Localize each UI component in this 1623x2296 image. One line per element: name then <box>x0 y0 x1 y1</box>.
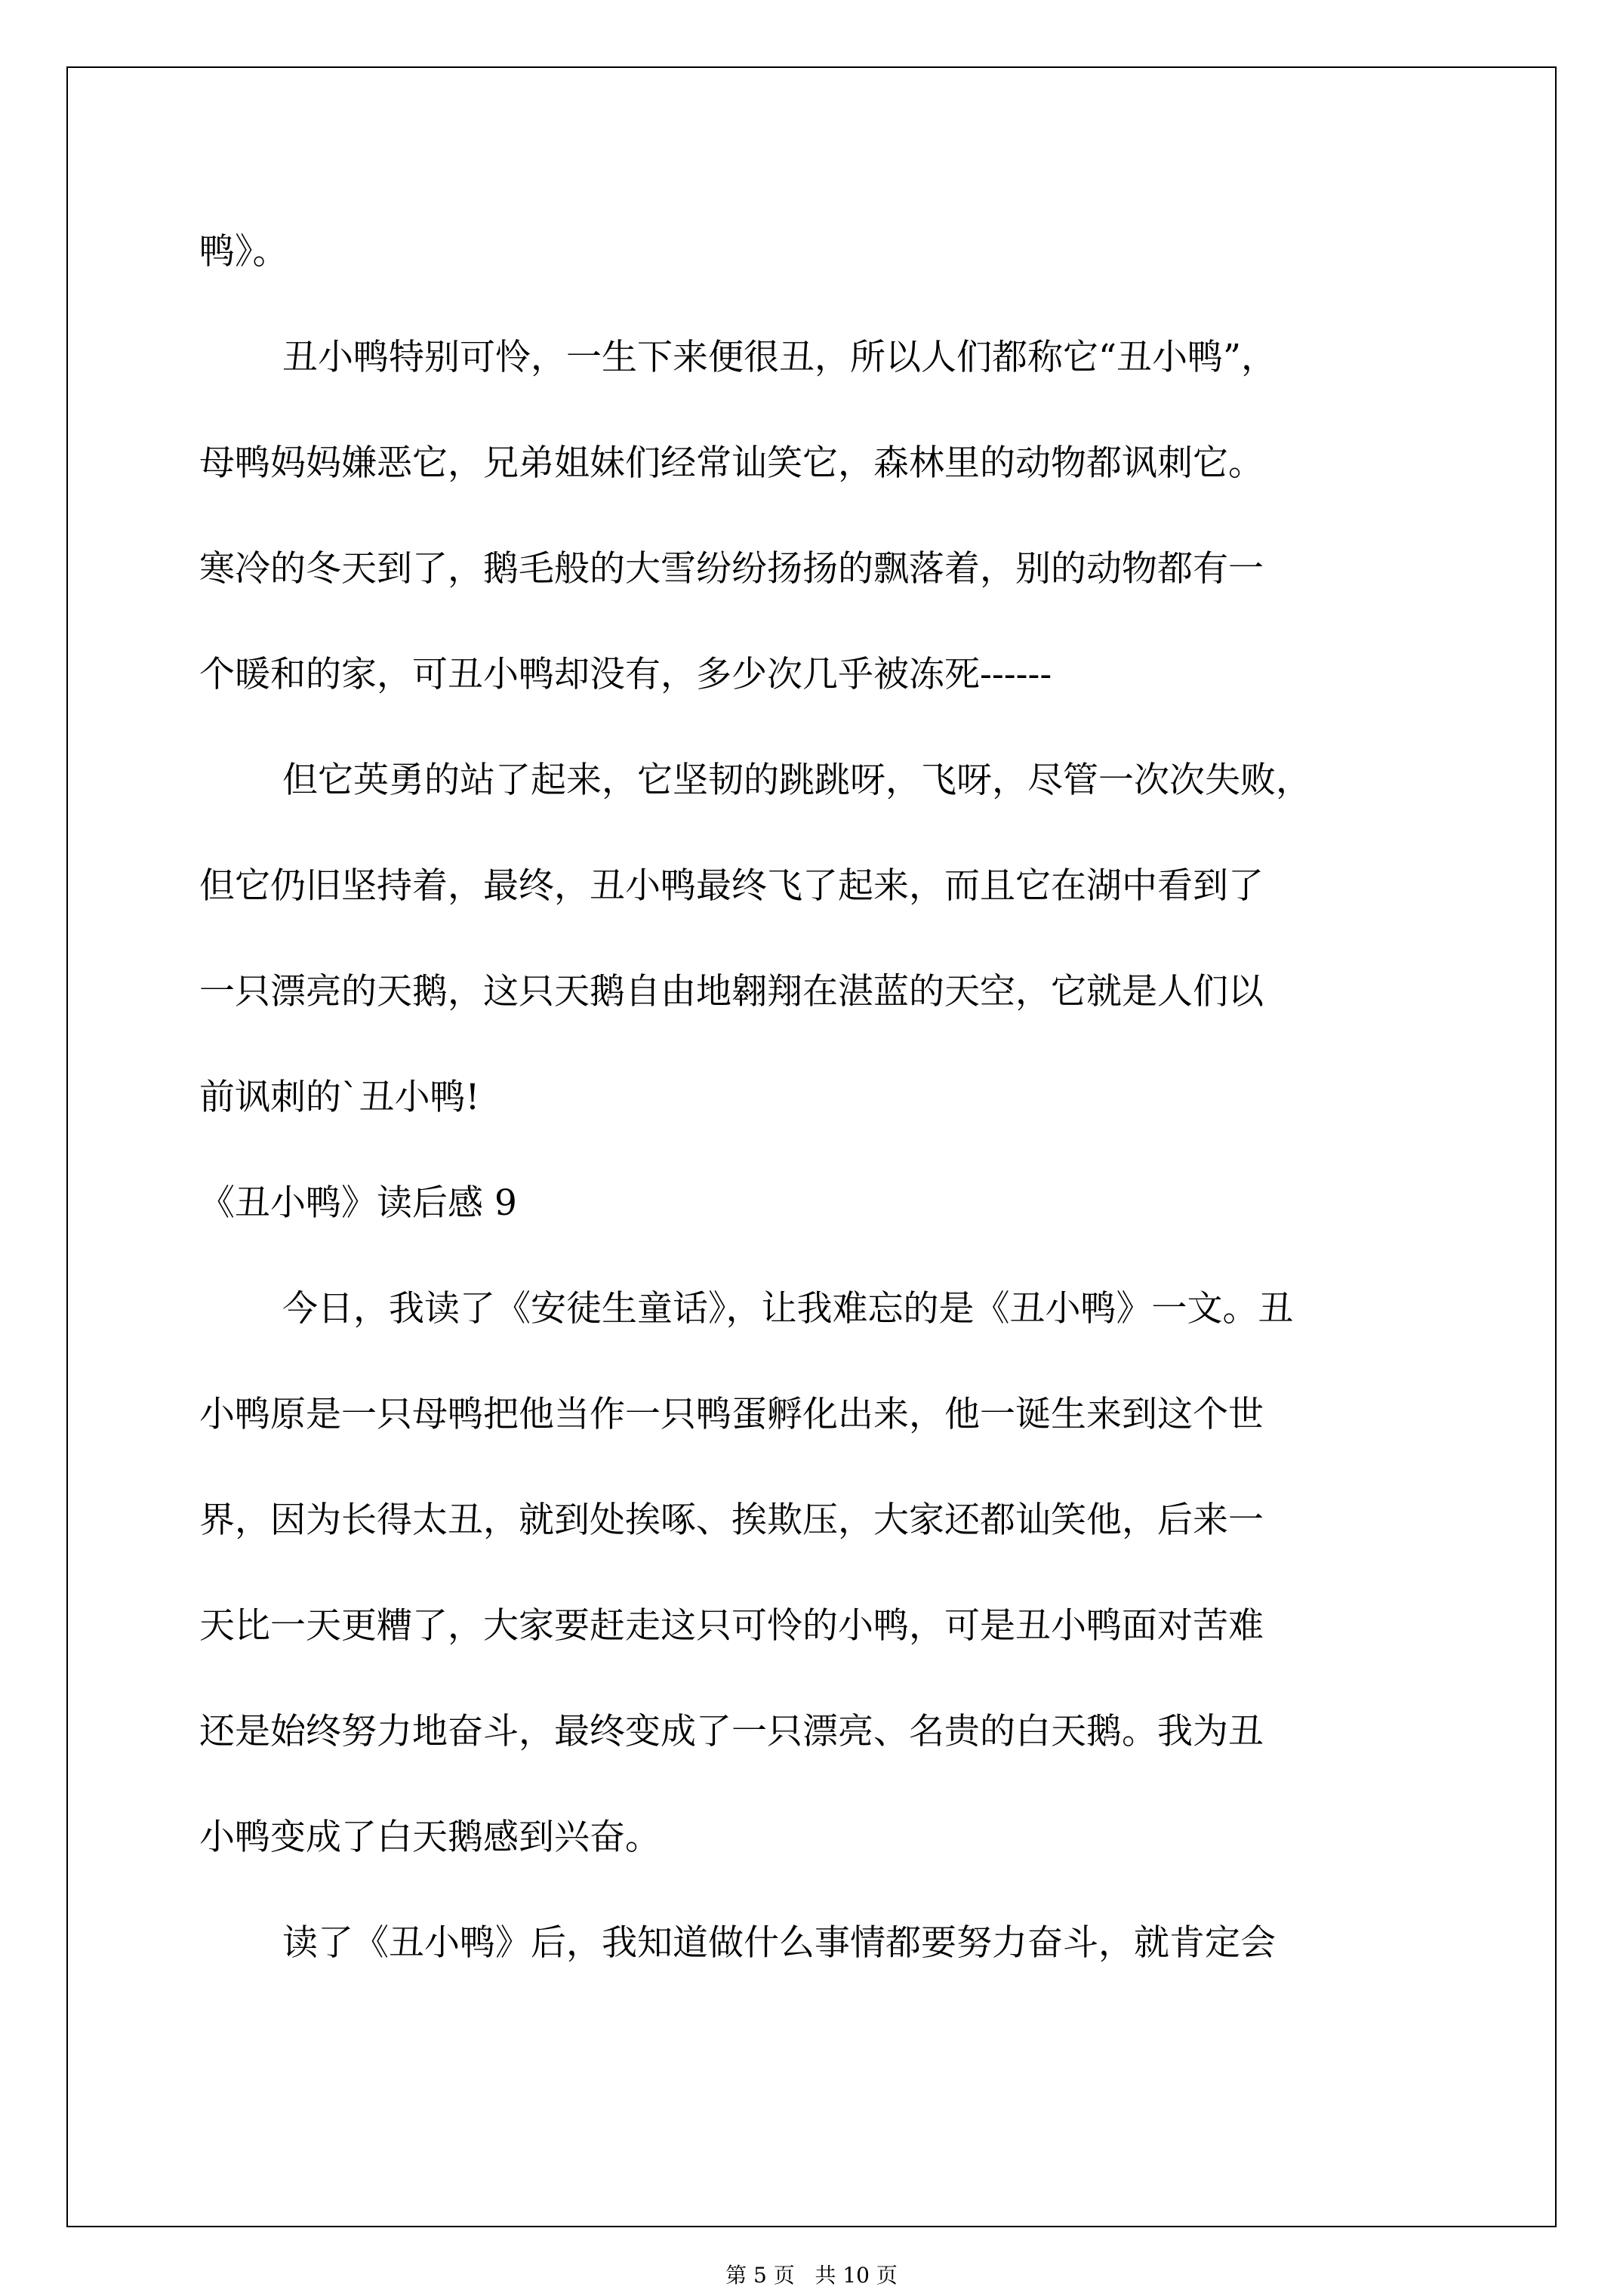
text-line: 鸭》。 <box>199 231 288 273</box>
page-number-footer: 第 5 页 共 10 页 <box>725 2263 898 2288</box>
text-line: 界，因为长得太丑，就到处挨啄、挨欺压，大家还都讪笑他，后来一 <box>199 1499 1264 1541</box>
text-line: 小鸭原是一只母鸭把他当作一只鸭蛋孵化出来，他一诞生来到这个世 <box>199 1394 1264 1435</box>
text-line: 前讽刺的`丑小鸭! <box>199 1077 480 1118</box>
text-line: 但它仍旧坚持着，最终，丑小鸭最终飞了起来，而且它在湖中看到了 <box>199 865 1264 907</box>
section-heading: 《丑小鸭》读后感 9 <box>199 1182 517 1224</box>
text-line: 个暖和的家，可丑小鸭却没有，多少次几乎被冻死------ <box>199 654 1052 695</box>
paragraph-first-line: 但它英勇的站了起来，它坚韧的跳跳呀，飞呀，尽管一次次失败， <box>282 760 1311 801</box>
paragraph-first-line: 丑小鸭特别可怜，一生下来便很丑，所以人们都称它“丑小鸭”， <box>282 337 1277 378</box>
text-line: 还是始终努力地奋斗，最终变成了一只漂亮、名贵的白天鹅。我为丑 <box>199 1711 1264 1752</box>
paragraph-first-line: 读了《丑小鸭》后，我知道做什么事情都要努力奋斗，就肯定会 <box>282 1922 1276 1964</box>
text-line: 母鸭妈妈嫌恶它，兄弟姐妹们经常讪笑它，森林里的动物都讽刺它。 <box>199 442 1264 484</box>
text-line: 天比一天更糟了，大家要赶走这只可怜的小鸭，可是丑小鸭面对苦难 <box>199 1605 1264 1647</box>
text-line: 小鸭变成了白天鹅感到兴奋。 <box>199 1817 661 1858</box>
page-border <box>66 66 1557 2227</box>
text-line: 一只漂亮的天鹅，这只天鹅自由地翱翔在湛蓝的天空，它就是人们以 <box>199 971 1264 1012</box>
paragraph-first-line: 今日，我读了《安徒生童话》，让我难忘的是《丑小鸭》一文。丑 <box>282 1288 1294 1330</box>
text-line: 寒冷的冬天到了，鹅毛般的大雪纷纷扬扬的飘落着，别的动物都有一 <box>199 548 1264 590</box>
